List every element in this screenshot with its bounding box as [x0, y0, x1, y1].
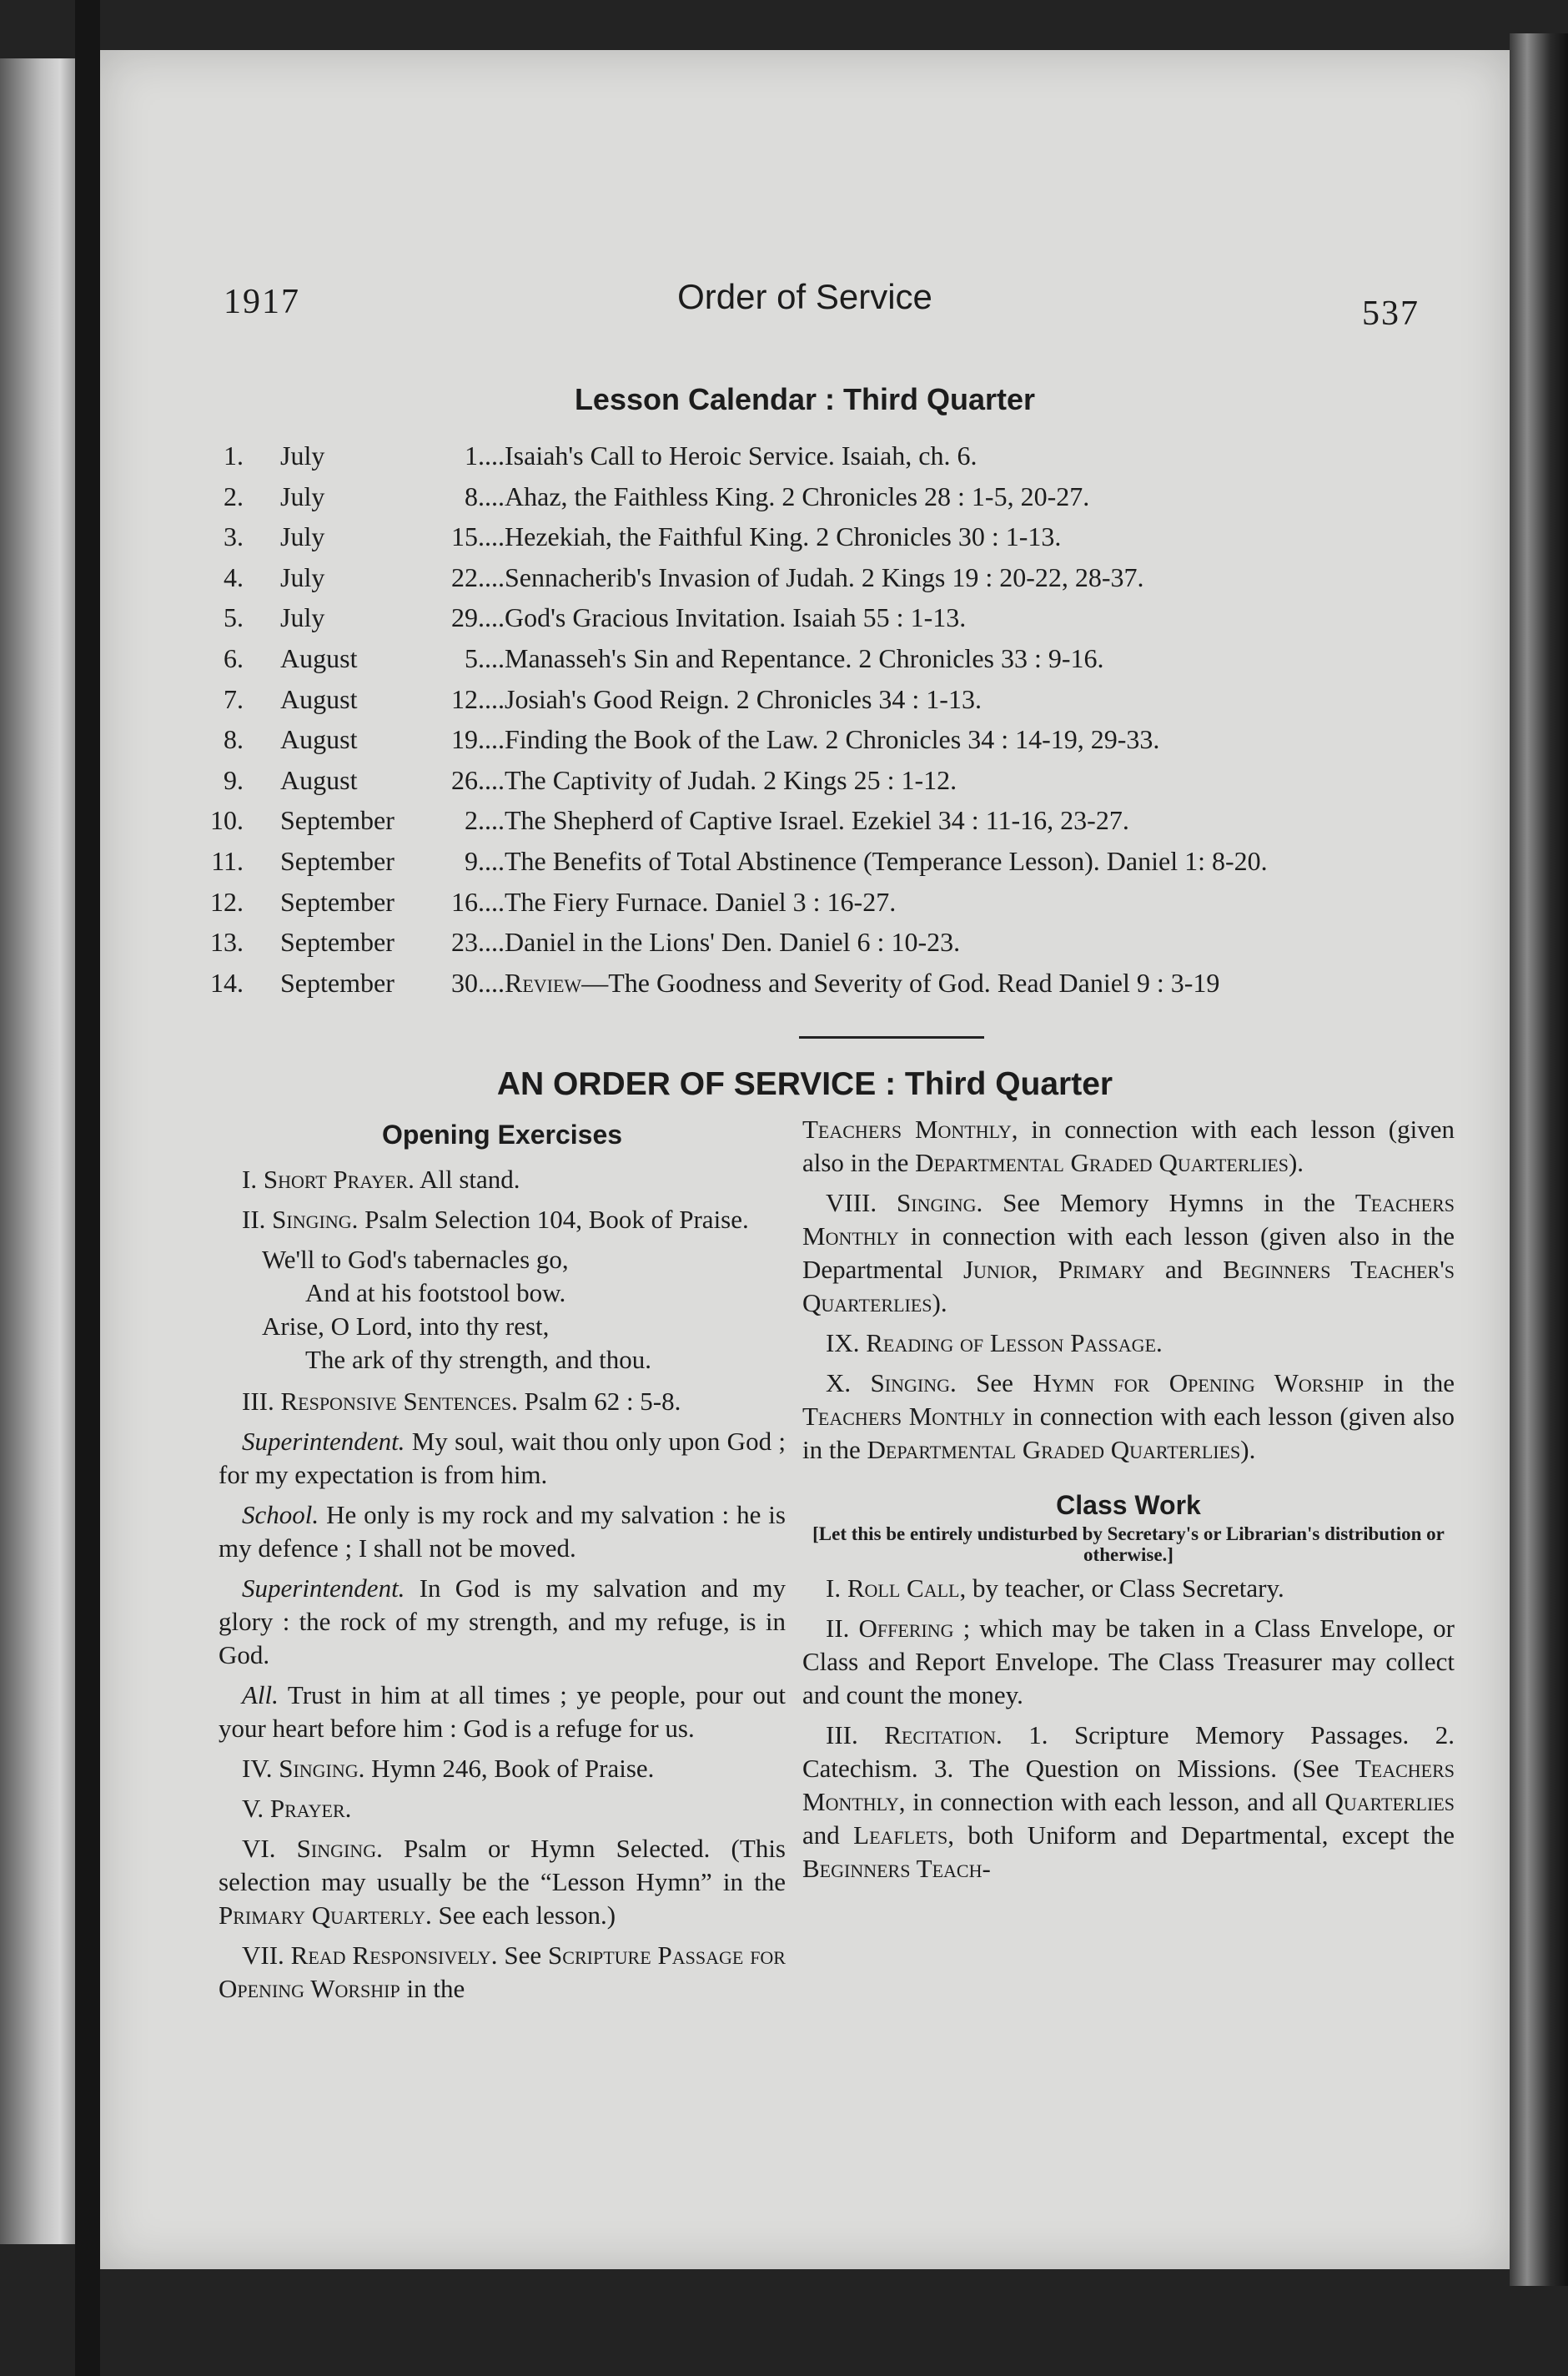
item-singing-psalm: II. Singing. Psalm Selection 104, Book of Praise. — [242, 1205, 749, 1234]
lesson-month: July — [280, 481, 325, 511]
lesson-row — [100, 602, 1510, 641]
lesson-title: ....Manasseh's Sin and Repentance. 2 Chronicles 33 : 9-16. — [478, 643, 1104, 673]
page-edge-right — [1510, 33, 1568, 2286]
item-read-responsively: VII. Read Responsively. See Scripture Passage for Opening Worship in the — [219, 1941, 786, 2003]
lesson-month: August — [280, 684, 358, 714]
lesson-day: 5 — [465, 643, 478, 673]
lesson-month: September — [280, 846, 395, 876]
item-offering: II. Offering ; which may be taken in a Class Envelope, or Class and Report Envelope. The Class Treasurer may collect and count the money. — [802, 1613, 1455, 1709]
lesson-title: ....God's Gracious Invitation. Isaiah 55 : 1-13. — [478, 602, 967, 632]
lesson-day: 12 — [451, 684, 478, 714]
lesson-number: 8. — [224, 724, 244, 754]
lesson-number: 13. — [210, 927, 244, 957]
previous-page-edge — [0, 58, 75, 2244]
book-spine — [75, 0, 100, 2376]
verse-line: The ark of thy strength, and thou. — [305, 1345, 651, 1374]
lesson-row — [100, 887, 1510, 925]
lesson-title — [478, 968, 1219, 999]
review-label: Review — [505, 968, 582, 998]
header-year: 1917 — [224, 283, 300, 321]
item-read-responsively-continued: Teachers Monthly, in connection with each lesson (given also in the Departmental Graded Quarterlies). — [802, 1115, 1455, 1177]
lesson-title-text: —The Goodness and Severity of God. Read Daniel 9 : 3-19 — [581, 968, 1220, 998]
verse-line: Arise, O Lord, into thy rest, — [262, 1311, 550, 1341]
lesson-title: ....The Fiery Furnace. Daniel 3 : 16-27. — [478, 887, 897, 917]
lesson-month: July — [280, 602, 325, 632]
lesson-day: 30 — [451, 968, 478, 998]
lesson-month: July — [280, 440, 325, 471]
lesson-row — [100, 643, 1510, 682]
lesson-title: ....Isaiah's Call to Heroic Service. Isaiah, ch. 6. — [478, 440, 977, 471]
lesson-row — [100, 440, 1510, 479]
opening-exercises-heading: Opening Exercises — [381, 1120, 623, 1150]
lesson-day: 1 — [465, 440, 478, 471]
lesson-number: 14. — [210, 968, 244, 998]
page-number: 537 — [1362, 294, 1420, 333]
order-of-service-title: AN ORDER OF SERVICE : Third Quarter — [496, 1066, 1113, 1102]
item-roll-call: I. Roll Call, by teacher, or Class Secretary. — [826, 1573, 1284, 1603]
lesson-row — [100, 724, 1510, 763]
item-singing-hymn: IV. Singing. Hymn 246, Book of Praise. — [242, 1754, 655, 1783]
class-work-note: [Let this be entirely undisturbed by Secretary's or Librarian's distribution or otherwise.] — [812, 1523, 1445, 1565]
lesson-row — [100, 684, 1510, 722]
lesson-month: August — [280, 643, 358, 673]
lesson-number: 2. — [224, 481, 244, 511]
item-singing-opening-worship: X. Singing. See Hymn for Opening Worship in the Teachers Monthly in connection with each lesson (given also in the Departmental Graded Quarterlies). — [802, 1368, 1455, 1464]
lesson-number: 10. — [210, 805, 244, 835]
lesson-number: 1. — [224, 440, 244, 471]
response-superintendent: Superintendent. In God is my salvation and my glory : the rock of my strength, and my refuge, is in God. — [219, 1573, 786, 1669]
lesson-month: August — [280, 765, 358, 795]
response-school: School. He only is my rock and my salvation : he is my defence ; I shall not be moved. — [219, 1500, 786, 1563]
lesson-row — [100, 521, 1510, 560]
lesson-month: July — [280, 562, 325, 592]
section-rule — [799, 1036, 984, 1039]
lesson-title: ....The Captivity of Judah. 2 Kings 25 : 1-12. — [478, 765, 957, 795]
lesson-month: September — [280, 805, 395, 835]
lesson-number: 6. — [224, 643, 244, 673]
lesson-day: 19 — [451, 724, 478, 754]
lesson-title: ....Josiah's Good Reign. 2 Chronicles 34 : 1-13. — [478, 684, 982, 714]
lesson-day: 9 — [465, 846, 478, 876]
lesson-month: August — [280, 724, 358, 754]
lesson-row — [100, 805, 1510, 843]
lesson-calendar-title: Lesson Calendar : Third Quarter — [574, 382, 1036, 416]
lesson-month: September — [280, 887, 395, 917]
item-recitation: III. Recitation. 1. Scripture Memory Passages. 2. Catechism. 3. The Question on Missions. (See Teachers Monthly, in connection with each lesson, and all Quarterlies and Leaflets, both Uniform and Departmental, except the Beginners Teach- — [802, 1720, 1455, 1883]
lesson-number: 12. — [210, 887, 244, 917]
item-short-prayer: I. Short Prayer. All stand. — [242, 1165, 520, 1194]
lesson-leader: .... — [478, 968, 505, 998]
item-reading-lesson-passage: IX. Reading of Lesson Passage. — [826, 1328, 1163, 1357]
lesson-row — [100, 481, 1510, 520]
lesson-day: 15 — [451, 521, 478, 551]
lesson-title: ....The Shepherd of Captive Israel. Ezekiel 34 : 11-16, 23-27. — [478, 805, 1129, 835]
lesson-day: 22 — [451, 562, 478, 592]
lesson-number: 11. — [211, 846, 244, 876]
lesson-row — [100, 968, 1510, 1006]
lesson-month: September — [280, 927, 395, 957]
lesson-row — [100, 765, 1510, 803]
item-singing-memory-hymns: VIII. Singing. See Memory Hymns in the Teachers Monthly in connection with each lesson (given also in the Departmental Junior, Primary and Beginners Teacher's Quarterlies). — [802, 1188, 1455, 1317]
lesson-row — [100, 846, 1510, 884]
lesson-row — [100, 562, 1510, 601]
lesson-number: 4. — [224, 562, 244, 592]
item-responsive-sentences: III. Responsive Sentences. Psalm 62 : 5-8. — [242, 1387, 681, 1416]
running-head: Order of Service — [677, 277, 932, 316]
lesson-day: 26 — [451, 765, 478, 795]
item-singing-selected: VI. Singing. Psalm or Hymn Selected. (This selection may usually be the “Lesson Hymn” in the Primary Quarterly. See each lesson.) — [219, 1834, 786, 1930]
lesson-day: 2 — [465, 805, 478, 835]
lesson-day: 29 — [451, 602, 478, 632]
item-prayer: V. Prayer. — [242, 1794, 352, 1823]
right-column — [802, 1113, 1455, 1892]
lesson-day: 8 — [465, 481, 478, 511]
lesson-title: ....Ahaz, the Faithless King. 2 Chronicles 28 : 1-5, 20-27. — [478, 481, 1090, 511]
lesson-row — [100, 927, 1510, 965]
lesson-number: 3. — [224, 521, 244, 551]
class-work-heading: Class Work — [1056, 1490, 1201, 1520]
lesson-number: 9. — [224, 765, 244, 795]
left-column — [219, 1113, 786, 2012]
response-all: All. Trust in him at all times ; ye people, pour out your heart before him : God is a refuge for us. — [219, 1680, 786, 1743]
lesson-title: ....Hezekiah, the Faithful King. 2 Chronicles 30 : 1-13. — [478, 521, 1062, 551]
psalm-verse — [219, 1243, 786, 1377]
lesson-title: ....Sennacherib's Invasion of Judah. 2 Kings 19 : 20-22, 28-37. — [478, 562, 1144, 592]
lesson-day: 16 — [451, 887, 478, 917]
lesson-month: September — [280, 968, 395, 998]
lesson-title: ....The Benefits of Total Abstinence (Temperance Lesson). Daniel 1: 8-20. — [478, 846, 1268, 876]
lesson-number: 5. — [224, 602, 244, 632]
response-superintendent: Superintendent. My soul, wait thou only upon God ; for my expectation is from him. — [219, 1427, 786, 1489]
lesson-title: ....Finding the Book of the Law. 2 Chronicles 34 : 14-19, 29-33. — [478, 724, 1160, 754]
verse-line: And at his footstool bow. — [305, 1278, 566, 1307]
lesson-number: 7. — [224, 684, 244, 714]
lesson-month: July — [280, 521, 325, 551]
book-page — [100, 50, 1510, 2269]
lesson-day: 23 — [451, 927, 478, 957]
verse-line: We'll to God's tabernacles go, — [262, 1245, 569, 1274]
lesson-title: ....Daniel in the Lions' Den. Daniel 6 : 10-23. — [478, 927, 961, 957]
